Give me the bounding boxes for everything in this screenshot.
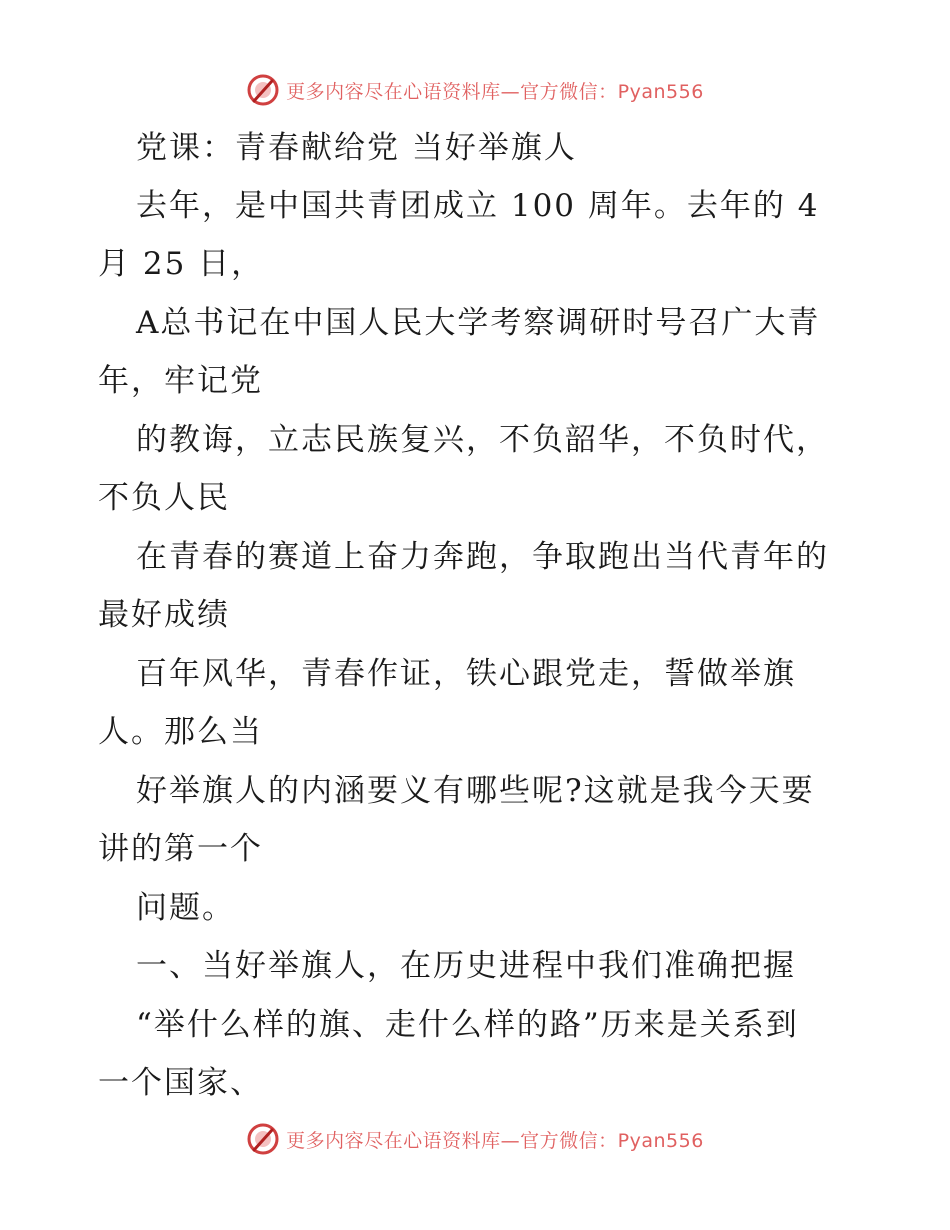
text-line: 的教诲，立志民族复兴，不负韶华，不负时代， — [136, 422, 829, 458]
watermark-text: 更多内容尽在心语资料库—官方微信：Pyan556 — [286, 80, 704, 103]
document-title: 党课：青春献给党 当好举旗人 — [136, 130, 577, 166]
text-line: 年，牢记党 — [98, 363, 263, 399]
text-line: 百年风华，青春作证，铁心跟党走，誓做举旗 — [136, 656, 796, 692]
brush-logo-icon — [246, 73, 280, 107]
text-line: 在青春的赛道上奋力奔跑，争取跑出当代青年的 — [136, 539, 829, 575]
text-line: 问题。 — [136, 890, 235, 926]
text-line: A总书记在中国人民大学考察调研时号召广大青 — [136, 305, 821, 341]
brush-logo-icon — [246, 1122, 280, 1156]
text-line: 一个国家、 — [98, 1065, 263, 1101]
watermark-text: 更多内容尽在心语资料库—官方微信：Pyan556 — [286, 1129, 704, 1152]
text-line: 好举旗人的内涵要义有哪些呢?这就是我今天要 — [136, 773, 815, 809]
text-line: 人。那么当 — [98, 714, 263, 750]
text-line: 不负人民 — [98, 480, 230, 516]
text-line: 去年，是中国共青团成立 100 周年。去年的 4 — [136, 188, 820, 224]
header-watermark — [0, 70, 950, 110]
section-heading: 一、当好举旗人，在历史进程中我们准确把握 — [136, 948, 796, 984]
footer-watermark — [0, 1119, 950, 1159]
text-line: 讲的第一个 — [98, 831, 263, 867]
text-line: 月 25 日， — [98, 246, 265, 282]
text-line: “举什么样的旗、走什么样的路”历来是关系到 — [136, 1007, 799, 1043]
text-line: 最好成绩 — [98, 597, 230, 633]
